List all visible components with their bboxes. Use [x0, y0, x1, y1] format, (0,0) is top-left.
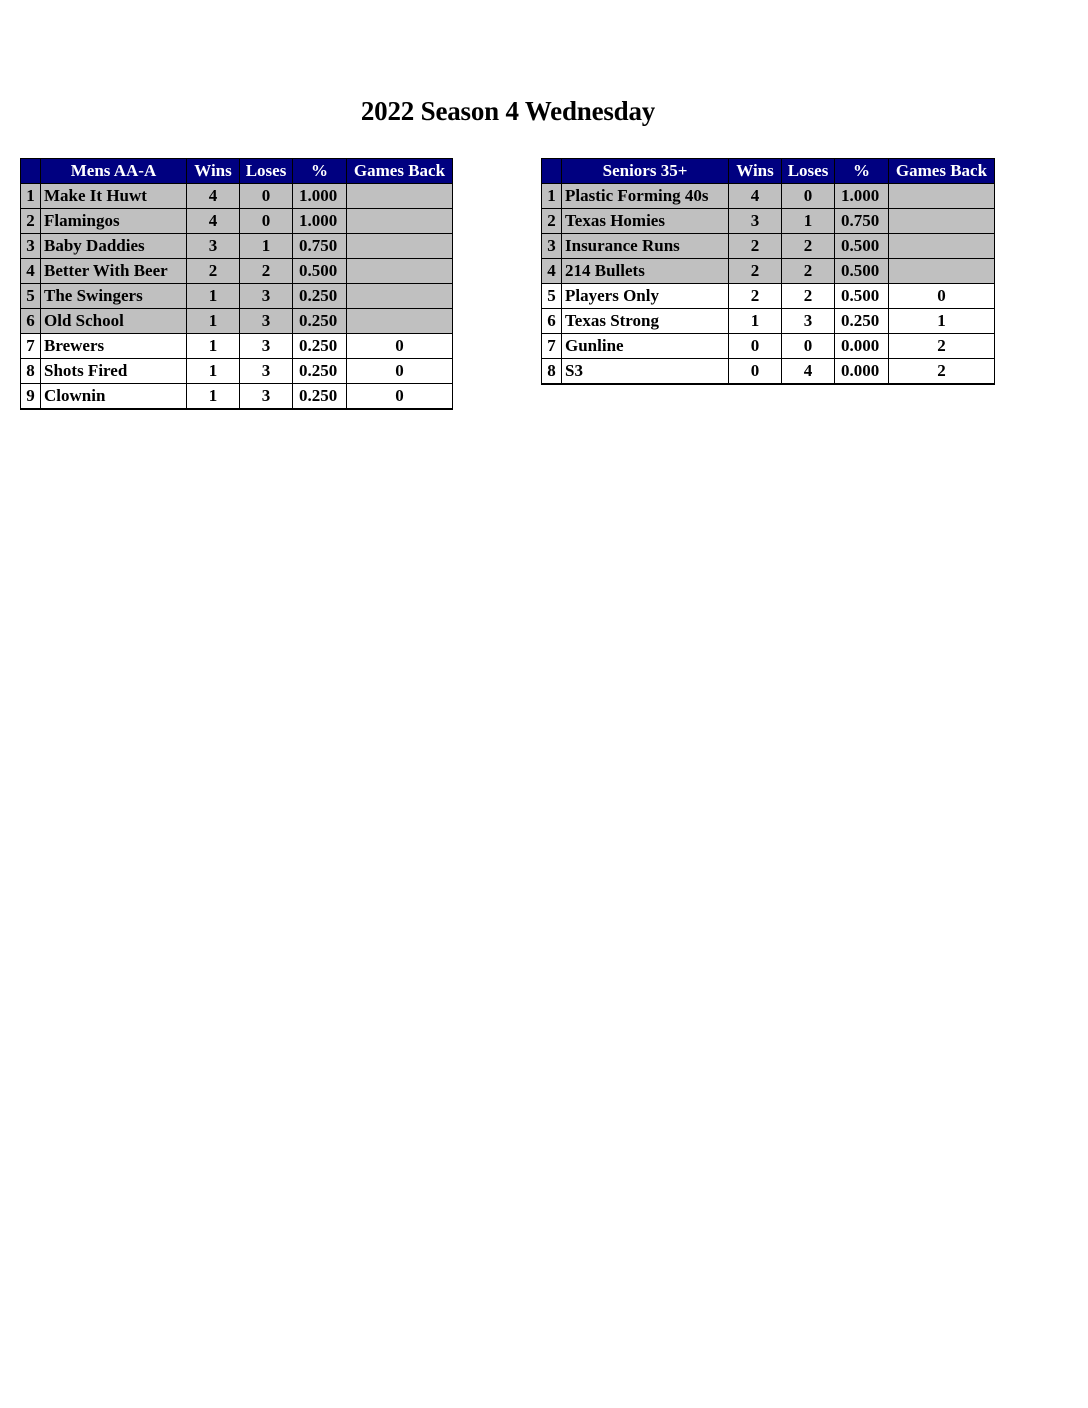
pct-cell: 0.250: [293, 384, 347, 410]
rank-header: [21, 159, 41, 184]
rank-cell: 5: [542, 284, 562, 309]
loses-cell: 3: [240, 334, 293, 359]
wins-cell: 2: [729, 284, 782, 309]
games-back-cell: [347, 284, 453, 309]
team-name-cell: S3: [562, 359, 729, 385]
wins-cell: 2: [729, 259, 782, 284]
rank-cell: 3: [542, 234, 562, 259]
pct-cell: 0.250: [293, 284, 347, 309]
table-header-row: [21, 159, 453, 184]
loses-cell: 2: [782, 259, 835, 284]
rank-cell: 9: [21, 384, 41, 410]
table-row: [542, 334, 995, 359]
rank-cell: 8: [542, 359, 562, 385]
division-header: Mens AA-A: [41, 159, 187, 184]
team-name-cell: Gunline: [562, 334, 729, 359]
rank-cell: 5: [21, 284, 41, 309]
pct-cell: 0.000: [835, 359, 889, 385]
wins-cell: 1: [187, 309, 240, 334]
games-back-cell: [889, 209, 995, 234]
loses-cell: 0: [240, 184, 293, 209]
games-back-cell: 0: [889, 284, 995, 309]
pct-cell: 0.000: [835, 334, 889, 359]
page-title: 2022 Season 4 Wednesday: [360, 96, 656, 126]
team-name-cell: Plastic Forming 40s: [562, 184, 729, 209]
team-name-cell: Shots Fired: [41, 359, 187, 384]
team-name-cell: Baby Daddies: [41, 234, 187, 259]
loses-cell: 0: [240, 209, 293, 234]
team-name-cell: Old School: [41, 309, 187, 334]
pct-cell: 0.750: [835, 209, 889, 234]
games-back-cell: [347, 184, 453, 209]
loses-cell: 2: [782, 284, 835, 309]
pct-cell: 0.500: [835, 234, 889, 259]
pct-cell: 0.250: [293, 309, 347, 334]
games-back-cell: 1: [889, 309, 995, 334]
games-back-cell: [347, 209, 453, 234]
games-back-cell: 2: [889, 334, 995, 359]
rank-header: [542, 159, 562, 184]
wins-header: Wins: [187, 159, 240, 184]
team-name-cell: Insurance Runs: [562, 234, 729, 259]
table-row: [542, 284, 995, 309]
table-row: [21, 234, 453, 259]
rank-cell: 3: [21, 234, 41, 259]
team-name-cell: Brewers: [41, 334, 187, 359]
loses-cell: 2: [782, 234, 835, 259]
wins-cell: 4: [729, 184, 782, 209]
table-row: [21, 184, 453, 209]
loses-cell: 1: [240, 234, 293, 259]
team-name-cell: Texas Strong: [562, 309, 729, 334]
table-row: [21, 334, 453, 359]
games-back-cell: [347, 234, 453, 259]
games-back-cell: 0: [347, 384, 453, 410]
table-row: [542, 359, 995, 385]
wins-cell: 1: [187, 384, 240, 410]
pct-cell: 1.000: [293, 209, 347, 234]
standings-table-mens: [20, 158, 453, 410]
table-row: [542, 309, 995, 334]
wins-cell: 0: [729, 334, 782, 359]
table-row: [542, 209, 995, 234]
rank-cell: 4: [542, 259, 562, 284]
pct-cell: 0.250: [293, 334, 347, 359]
rank-cell: 8: [21, 359, 41, 384]
rank-cell: 2: [542, 209, 562, 234]
table-row: [21, 359, 453, 384]
wins-cell: 1: [187, 359, 240, 384]
rank-cell: 1: [21, 184, 41, 209]
loses-cell: 1: [782, 209, 835, 234]
loses-cell: 0: [782, 334, 835, 359]
wins-cell: 1: [187, 334, 240, 359]
standings-table-seniors: [541, 158, 995, 385]
games-back-header: Games Back: [347, 159, 453, 184]
rank-cell: 4: [21, 259, 41, 284]
loses-header: Loses: [782, 159, 835, 184]
table-header-row: [542, 159, 995, 184]
games-back-cell: [347, 309, 453, 334]
rank-cell: 1: [542, 184, 562, 209]
wins-cell: 4: [187, 209, 240, 234]
pct-header: %: [293, 159, 347, 184]
rank-cell: 7: [542, 334, 562, 359]
games-back-cell: [889, 184, 995, 209]
rank-cell: 7: [21, 334, 41, 359]
rank-cell: 2: [21, 209, 41, 234]
loses-cell: 3: [240, 359, 293, 384]
games-back-cell: [889, 259, 995, 284]
games-back-cell: 2: [889, 359, 995, 385]
games-back-header: Games Back: [889, 159, 995, 184]
loses-cell: 3: [240, 384, 293, 410]
rank-cell: 6: [542, 309, 562, 334]
team-name-cell: Make It Huwt: [41, 184, 187, 209]
loses-cell: 0: [782, 184, 835, 209]
wins-cell: 2: [187, 259, 240, 284]
pct-header: %: [835, 159, 889, 184]
team-name-cell: 214 Bullets: [562, 259, 729, 284]
table-row: [542, 259, 995, 284]
table-row: [21, 209, 453, 234]
team-name-cell: The Swingers: [41, 284, 187, 309]
wins-cell: 3: [187, 234, 240, 259]
games-back-cell: 0: [347, 334, 453, 359]
pct-cell: 0.500: [835, 259, 889, 284]
division-header: Seniors 35+: [562, 159, 729, 184]
loses-header: Loses: [240, 159, 293, 184]
loses-cell: 2: [240, 259, 293, 284]
pct-cell: 1.000: [835, 184, 889, 209]
rank-cell: 6: [21, 309, 41, 334]
table-row: [21, 284, 453, 309]
table-row: [21, 259, 453, 284]
team-name-cell: Texas Homies: [562, 209, 729, 234]
table-row: [21, 384, 453, 410]
team-name-cell: Players Only: [562, 284, 729, 309]
table-row: [21, 309, 453, 334]
loses-cell: 3: [782, 309, 835, 334]
wins-cell: 1: [187, 284, 240, 309]
games-back-cell: 0: [347, 359, 453, 384]
games-back-cell: [889, 234, 995, 259]
team-name-cell: Better With Beer: [41, 259, 187, 284]
team-name-cell: Flamingos: [41, 209, 187, 234]
wins-cell: 1: [729, 309, 782, 334]
loses-cell: 4: [782, 359, 835, 385]
pct-cell: 0.250: [835, 309, 889, 334]
pct-cell: 0.500: [293, 259, 347, 284]
pct-cell: 1.000: [293, 184, 347, 209]
loses-cell: 3: [240, 284, 293, 309]
table-row: [542, 184, 995, 209]
wins-cell: 3: [729, 209, 782, 234]
wins-cell: 4: [187, 184, 240, 209]
table-row: [542, 234, 995, 259]
wins-cell: 2: [729, 234, 782, 259]
pct-cell: 0.750: [293, 234, 347, 259]
team-name-cell: Clownin: [41, 384, 187, 410]
wins-header: Wins: [729, 159, 782, 184]
wins-cell: 0: [729, 359, 782, 385]
pct-cell: 0.500: [835, 284, 889, 309]
games-back-cell: [347, 259, 453, 284]
pct-cell: 0.250: [293, 359, 347, 384]
loses-cell: 3: [240, 309, 293, 334]
